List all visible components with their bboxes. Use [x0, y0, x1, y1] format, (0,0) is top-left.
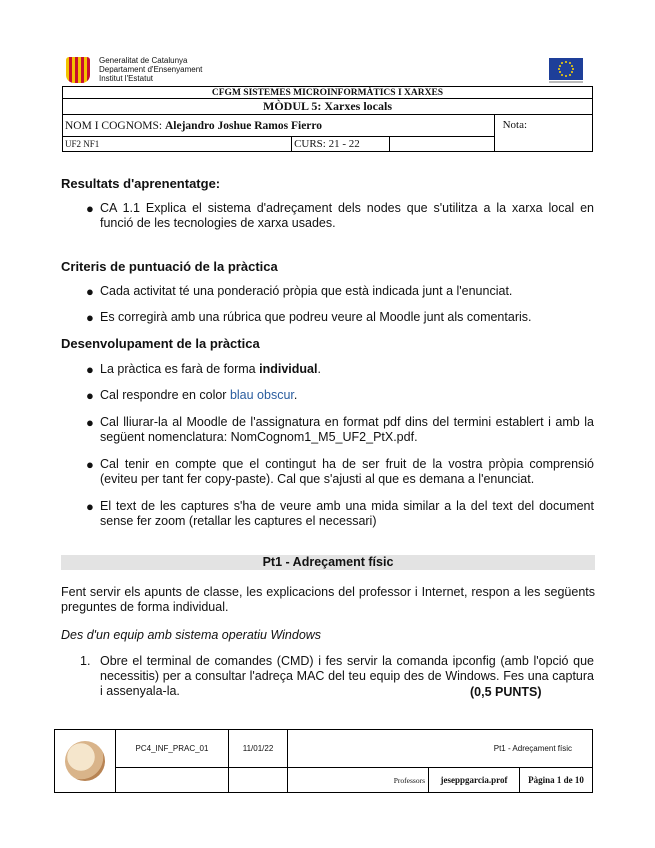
eu-caption-icon	[549, 81, 583, 83]
footer-prof-value: jeseppgarcia.prof	[429, 768, 520, 793]
pt1-intro: Fent servir els apunts de classe, les explicacions del professor i Internet, respon a les següents preguntes de forma individual.	[61, 585, 595, 614]
footer-date: 11/01/22	[229, 730, 288, 768]
unit-cell: UF2 NF1	[63, 137, 292, 152]
item-text: Cal respondre en color	[100, 388, 230, 402]
school-logo-icon	[65, 741, 105, 781]
criteria-heading: Criteris de puntuació de la pràctica	[61, 259, 278, 274]
question-text: Obre el terminal de comandes (CMD) i fes servir la comanda ipconfig (amb l'opció que necessitis) per a consultar l'adreça MAC del teu equip des de Windows. Fes una captura i assenyala-la.	[100, 654, 594, 698]
criteria-item: Cada activitat té una ponderació pròpia que està indicada junt a l'enunciat.	[100, 284, 513, 298]
criteria-item: Es corregirà amb una rúbrica que podreu veure al Moodle junt als comentaris.	[100, 310, 532, 324]
bullet-icon: ●	[86, 499, 94, 514]
bullet-icon: ●	[86, 310, 94, 325]
grade-label: Nota:	[494, 115, 592, 152]
development-item	[100, 388, 594, 403]
program-title: CFGM SISTEMES MICROINFORMÀTICS I XARXES	[63, 87, 593, 99]
institution-block	[99, 56, 202, 83]
item-text: .	[293, 388, 298, 402]
bullet-icon: ●	[86, 201, 94, 216]
results-item: CA 1.1 Explica el sistema d'adreçament dels nodes que s'utilitza a la xarxa local en funció de les tecnologies de xarxa usades.	[100, 201, 594, 230]
footer-table	[54, 729, 593, 793]
pt1-title-bar: Pt1 - Adreçament físic	[61, 555, 595, 570]
item-bold: individual	[259, 362, 318, 376]
student-name-cell	[63, 115, 495, 137]
item-text: La pràctica es farà de forma	[100, 362, 260, 376]
results-heading: Resultats d'aprenentatge:	[61, 176, 221, 191]
pt1-subtitle: Des d'un equip amb sistema operatiu Windows	[61, 628, 322, 642]
bullet-icon: ●	[86, 388, 94, 403]
institution-line: Generalitat de Catalunya	[99, 56, 188, 65]
empty-cell	[390, 137, 494, 152]
bullet-icon: ●	[86, 415, 94, 430]
footer-prof-label: Professors	[288, 768, 429, 793]
course-cell: CURS: 21 - 22	[292, 137, 390, 152]
footer-page: Pàgina 1 de 10	[520, 768, 593, 793]
footer-logo-cell	[55, 730, 116, 793]
footer-empty	[116, 768, 229, 793]
item-text: .	[317, 362, 321, 376]
module-title: MÒDUL 5: Xarxes locals	[63, 99, 593, 115]
institution-line: Institut l'Estatut	[99, 74, 153, 83]
item-blue-text: blau obscur	[229, 388, 294, 402]
footer-code: PC4_INF_PRAC_01	[116, 730, 229, 768]
question-points: (0,5 PUNTS)	[470, 685, 542, 699]
name-value: Alejandro Joshue Ramos Fierro	[165, 119, 323, 132]
header-table	[62, 86, 593, 152]
development-item: Cal lliurar-la al Moodle de l'assignatura en format pdf dins del termini establert i amb la següent nomenclatura: NomCognom1_M5_UF2_PtX.pdf.	[100, 415, 594, 444]
footer-empty	[229, 768, 288, 793]
eu-flag-icon	[549, 58, 583, 80]
question-number: 1.	[80, 654, 91, 668]
development-item	[100, 362, 594, 377]
development-item: El text de les captures s'ha de veure amb una mida similar a la del text del document sense fer zoom (retallar les captures el necessari)	[100, 499, 594, 528]
development-heading: Desenvolupament de la pràctica	[61, 336, 260, 351]
institution-line: Departament d'Ensenyament	[99, 65, 203, 74]
bullet-icon: ●	[86, 362, 94, 377]
name-label: NOM I COGNOMS:	[65, 119, 165, 132]
development-item: Cal tenir en compte que el contingut ha de ser fruit de la vostra pròpia comprensió (eviteu per tant fer copy-paste). Cal que s'ajusti al que es demana a l'enunciat.	[100, 457, 594, 486]
bullet-icon: ●	[86, 284, 94, 299]
footer-doc-title: Pt1 - Adreçament físic	[288, 730, 593, 768]
generalitat-logo-icon	[66, 57, 90, 83]
bullet-icon: ●	[86, 457, 94, 472]
